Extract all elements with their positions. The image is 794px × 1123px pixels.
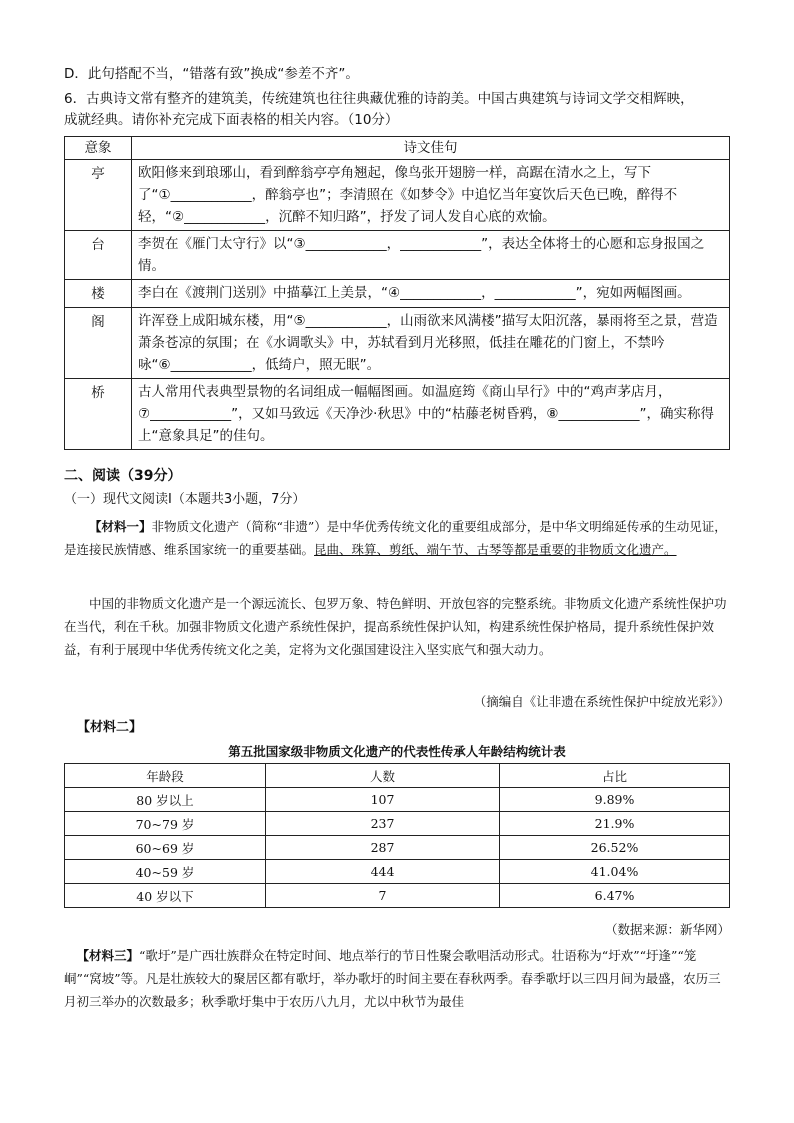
row-image: 楼 [65, 280, 132, 308]
row-text: 李白在《渡荆门送别》中描摹江上美景，“④____________，____________”，宛如两幅图画。 [132, 280, 730, 308]
header-age: 年龄段 [65, 764, 266, 788]
cell-ratio: 6.47% [500, 884, 730, 908]
subsection1-title: （一）现代文阅读Ⅰ（本题共3小题，7分） [64, 492, 306, 507]
cell-count: 7 [266, 884, 500, 908]
age-table-header [65, 764, 730, 788]
material1-para1 [64, 515, 730, 561]
cell-age: 40~59 岁 [65, 860, 266, 884]
material1-source: （摘编自《让非遗在系统性保护中绽放光彩》） [473, 694, 730, 709]
header-lines: 诗文佳句 [132, 137, 730, 160]
q6-intro-line1: 6．古典诗文常有整齐的建筑美，传统建筑也往往典藏优雅的诗韵美。中国古典建筑与诗词文学交相辉映， [64, 91, 694, 107]
material2-data-source: （数据来源：新华网） [604, 922, 730, 937]
cell-count: 107 [266, 788, 500, 812]
row-image: 亭 [65, 160, 132, 231]
poem-table-header [65, 137, 730, 160]
cell-count: 444 [266, 860, 500, 884]
cell-age: 80 岁以上 [65, 788, 266, 812]
table-row [65, 308, 730, 379]
material3-label: 【材料三】 [76, 948, 140, 963]
material2-label: 【材料二】 [77, 720, 143, 735]
material1-label: 【材料一】 [89, 519, 152, 534]
q5-option-d: D．此句搭配不当，“错落有致”换成“参差不齐”。 [64, 66, 359, 82]
table-row [65, 812, 730, 836]
q6-intro-line2: 成就经典。请你补充完成下面表格的相关内容。（10分） [64, 112, 399, 128]
poem-table [64, 136, 730, 450]
section2-title: 二、阅读（39分） [64, 468, 182, 484]
cell-age: 60~69 岁 [65, 836, 266, 860]
header-ratio: 占比 [500, 764, 730, 788]
row-image: 阁 [65, 308, 132, 379]
cell-age: 40 岁以下 [65, 884, 266, 908]
material2-table-title: 第五批国家级非物质文化遗产的代表性传承人年龄结构统计表 [228, 744, 566, 759]
material3-text: “歌圩”是广西壮族群众在特定时间、地点举行的节日性聚会歌唱活动形式。壮语称为“圩欢”“圩逢”“笼峒”“窝坡”等。凡是壮族较大的聚居区都有歌圩，举办歌圩的时间主要在春秋两季。春季歌圩以三四月间为最盛，农历三月初三举办的次数最多；秋季歌圩集中于农历八九月，尤以中秋节为最佳 [64, 948, 721, 1009]
row-text: 许浑登上成阳城东楼，用“⑤____________，山雨欲来风满楼”描写太阳沉落，暴雨将至之景，营造萧条苍凉的氛围；在《水调歌头》中，苏轼看到月光移照，低挂在雕花的门窗上，不禁吟咏“⑥____________，低绮户，照无眠”。 [132, 308, 730, 379]
material3-para [64, 944, 730, 1013]
material1-text: 非物质文化遗产（简称“非遗”）是中华优秀传统文化的重要组成部分，是中华文明绵延传承的生动见证，是连接民族情感、维系国家统一的重要基础。 [64, 519, 727, 557]
table-row [65, 379, 730, 450]
table-row [65, 160, 730, 231]
cell-ratio: 9.89% [500, 788, 730, 812]
cell-ratio: 26.52% [500, 836, 730, 860]
cell-ratio: 21.9% [500, 812, 730, 836]
table-row [65, 788, 730, 812]
header-image: 意象 [65, 137, 132, 160]
row-text: 欧阳修来到琅琊山，看到醉翁亭亭角翘起，像鸟张开翅膀一样，高踞在清水之上，写下了“①____________，醉翁亭也”；李清照在《如梦令》中追忆当年宴饮后天色已晚，醉得不轻，“②____________，沉醉不知归路”，抒发了词人发自心底的欢愉。 [132, 160, 730, 231]
header-count: 人数 [266, 764, 500, 788]
cell-ratio: 41.04% [500, 860, 730, 884]
row-image: 台 [65, 231, 132, 280]
table-row [65, 860, 730, 884]
cell-count: 237 [266, 812, 500, 836]
row-text: 李贺在《雁门太守行》以“③____________，____________”，表达全体将士的心愿和忘身报国之情。 [132, 231, 730, 280]
row-image: 桥 [65, 379, 132, 450]
row-text: 古人常用代表典型景物的名词组成一幅幅图画。如温庭筠《商山早行》中的“鸡声茅店月，⑦____________”，又如马致远《天净沙·秋思》中的“枯藤老树昏鸦，⑧____________”，确实称得上“意象具足”的佳句。 [132, 379, 730, 450]
table-row [65, 231, 730, 280]
cell-age: 70~79 岁 [65, 812, 266, 836]
cell-count: 287 [266, 836, 500, 860]
table-row [65, 280, 730, 308]
material1-para2: 中国的非物质文化遗产是一个源远流长、包罗万象、特色鲜明、开放包容的完整系统。非物质文化遗产系统性保护功在当代，利在千秋。加强非物质文化遗产系统性保护，提高系统性保护认知，构建系统性保护格局，提升系统性保护效益，有利于展现中华优秀传统文化之美，定将为文化强国建设注入坚实底气和强大动力。 [64, 596, 727, 657]
table-row [65, 836, 730, 860]
age-table [64, 763, 730, 908]
material1-underlined: 昆曲、珠算、剪纸、端午节、古琴等都是重要的非物质文化遗产。 [314, 542, 677, 557]
table-row [65, 884, 730, 908]
